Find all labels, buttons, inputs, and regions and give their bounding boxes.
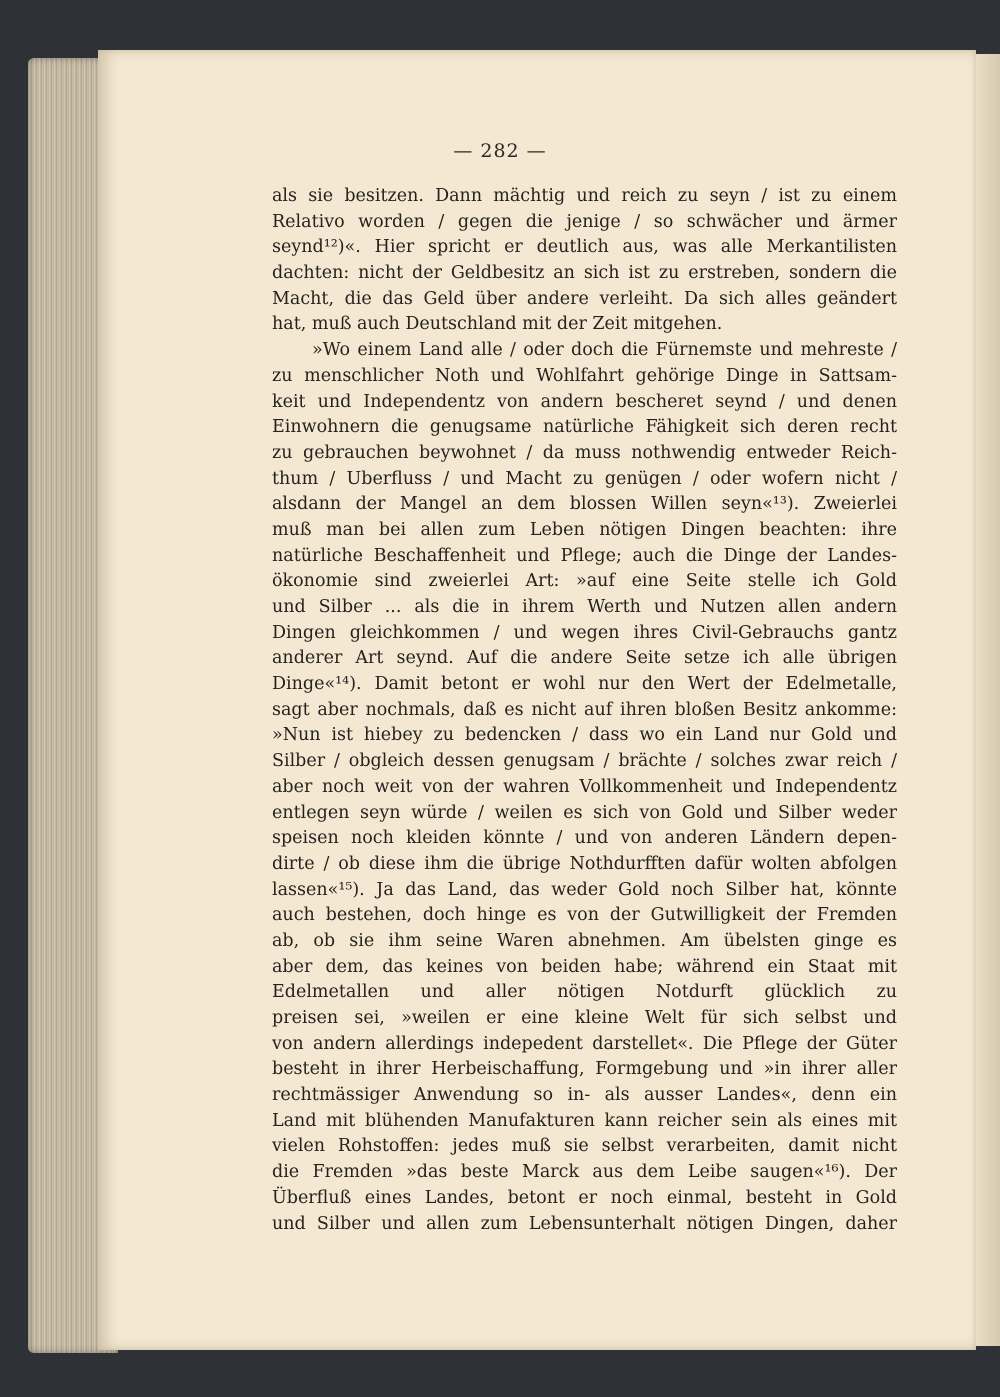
text-line: vielen Rohstoffen: jedes muß sie selbst verarbeiten, damit nicht [272, 1136, 897, 1157]
text-line: und Silber ... als die in ihrem Werth und Nutzen allen andern [272, 597, 897, 617]
text-line: »Wo einem Land alle / oder doch die Fürnemste und mehreste / [312, 340, 897, 361]
text-line: aber noch weit von der wahren Vollkommenheit und Independentz [272, 776, 897, 797]
book-page-gutter [976, 54, 1000, 1346]
text-line: aber dem, das keines von beiden habe; während ein Staat mit [272, 956, 897, 977]
text-line: Relativo worden / gegen die jenige / so schwächer und ärmer [272, 211, 897, 232]
text-line: sagt aber nochmals, daß es nicht auf ihren bloßen Besitz ankomme: [272, 699, 897, 720]
text-line: Macht, die das Geld über andere verleiht. Da sich alles geändert [272, 288, 897, 309]
text-line: ökonomie sind zweierlei Art: »auf eine Seite stelle ich Gold [272, 571, 897, 592]
text-line: als sie besitzen. Dann mächtig und reich zu seyn / ist zu einem [272, 186, 897, 206]
text-line: dachten: nicht der Geldbesitz an sich ist zu erstreben, sondern die [272, 263, 897, 284]
text-line: anderer Art seynd. Auf die andere Seite setze ich alle übrigen [272, 648, 897, 669]
text-line: Land mit blühenden Manufakturen kann reicher sein als eines mit [272, 1110, 897, 1131]
text-line: hat, muß auch Deutschland mit der Zeit mitgehen. [272, 314, 723, 335]
text-line: thum / Uberfluss / und Macht zu genügen / oder wofern nicht / [272, 468, 897, 489]
text-line: Edelmetallen und aller nötigen Notdurft glücklich zu [272, 982, 897, 1003]
text-line: zu gebrauchen beywohnet / da muss nothwendig entweder Reich- [272, 442, 897, 463]
text-line: ab, ob sie ihm seine Waren abnehmen. Am übelsten ginge es [272, 930, 897, 951]
text-line: rechtmässiger Anwendung so in- als ausser Landes«, denn ein [272, 1085, 897, 1106]
text-line: muß man bei allen zum Leben nötigen Dingen beachten: ihre [272, 519, 897, 540]
text-line: zu menschlicher Noth und Wohlfahrt gehörige Dinge in Sattsam- [272, 365, 897, 386]
text-line: entlegen seyn würde / weilen es sich von Gold und Silber weder [272, 802, 897, 823]
text-line: preisen sei, »weilen er eine kleine Welt für sich selbst und [272, 1008, 897, 1028]
text-line: Einwohnern die genugsame natürliche Fähigkeit sich deren recht [272, 417, 897, 438]
text-line: natürliche Beschaffenheit und Pflege; auch die Dinge der Landes- [272, 545, 897, 566]
text-line: Dinge«¹⁴). Damit betont er wohl nur den Wert der Edelmetalle, [272, 674, 897, 695]
page-number: — 282 — [453, 140, 547, 162]
text-line: Überfluß eines Landes, betont er noch einmal, besteht in Gold [272, 1187, 897, 1208]
text-line: dirte / ob diese ihm die übrige Nothdurfften dafür wolten abfolgen [272, 853, 897, 874]
text-line: »Nun ist hiebey zu bedencken / dass wo ein Land nur Gold und [272, 725, 897, 746]
text-line: auch bestehen, doch hinge es von der Gutwilligkeit der Fremden [272, 905, 897, 926]
text-line: von andern allerdings indepedent darstellet«. Die Pflege der Güter [272, 1033, 897, 1054]
text-line: seynd¹²)«. Hier spricht er deutlich aus, was alle Merkantilisten [272, 237, 897, 258]
text-line: und Silber und allen zum Lebensunterhalt nötigen Dingen, daher [272, 1213, 897, 1234]
body-text [272, 184, 897, 1237]
text-line: besteht in ihrer Herbeischaffung, Formgebung und »in ihrer aller [272, 1059, 897, 1080]
text-line: die Fremden »das beste Marck aus dem Leibe saugen«¹⁶). Der [272, 1162, 897, 1183]
text-line: keit und Independentz von andern bescheret seynd / und denen [272, 391, 897, 412]
text-line: Dingen gleichkommen / und wegen ihres Civil-Gebrauchs gantz [272, 622, 897, 643]
text-line: speisen noch kleiden könnte / und von anderen Ländern depen- [272, 828, 897, 849]
text-line: Silber / obgleich dessen genugsam / brächte / solches zwar reich / [272, 751, 897, 772]
text-line: lassen«¹⁵). Ja das Land, das weder Gold noch Silber hat, könnte [272, 879, 897, 900]
text-line: alsdann der Mangel an dem blossen Willen seyn«¹³). Zweierlei [272, 494, 897, 515]
